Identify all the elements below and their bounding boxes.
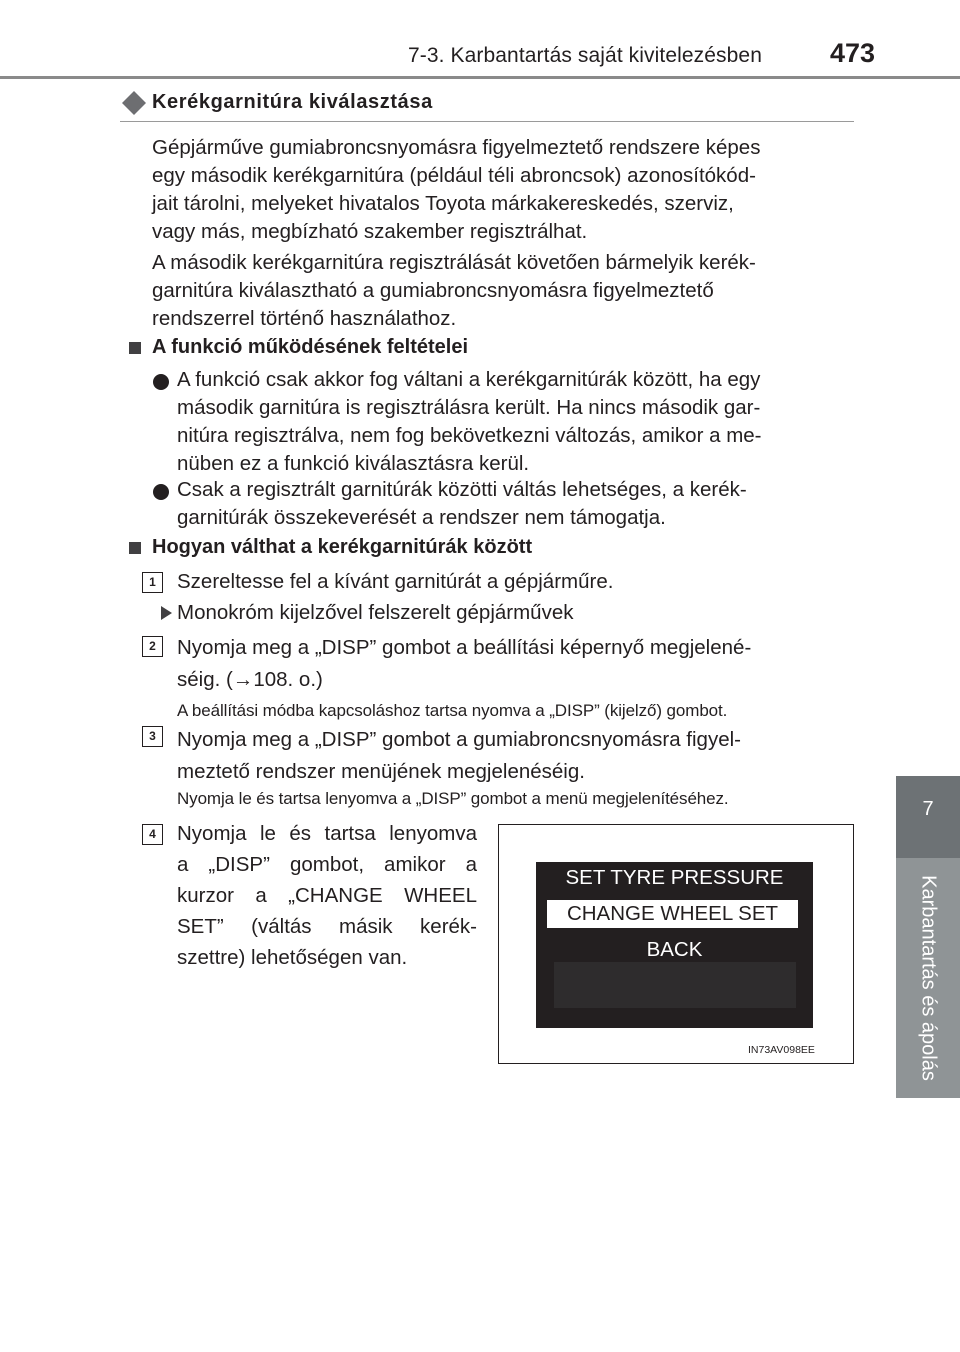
step-3-note: Nyomja le és tartsa lenyomva a „DISP” gombot a menü megjelenítéséhez. <box>177 789 729 808</box>
text-line: A második kerékgarnitúra regisztrálását követően bármelyik kerék- <box>152 251 756 274</box>
menu-empty-row <box>554 962 796 1008</box>
step-3-text <box>177 724 854 788</box>
intro-paragraph-1 <box>152 134 854 246</box>
round-bullet-icon <box>153 374 169 390</box>
text-line: meztető rendszer menüjének megjelenéséig. <box>177 760 585 783</box>
text-line: Csak a regisztrált garnitúrák közötti váltás lehetséges, a kerék- <box>177 478 747 501</box>
round-bullet-icon <box>153 484 169 500</box>
text-line: SET” (váltás másik kerék- <box>177 915 477 938</box>
section-title: Kerékgarnitúra kiválasztása <box>152 91 433 113</box>
condition-bullet-2 <box>177 476 854 532</box>
running-header-title: 7-3. Karbantartás saját kivitelezésben <box>408 44 762 67</box>
step-2-note: A beállítási módba kapcsoláshoz tartsa nyomva a „DISP” (kijelző) gombot. <box>177 701 728 720</box>
text-line: nüben ez a funkció kiválasztásra kerül. <box>177 452 530 475</box>
step-2-marker: 2 <box>142 636 163 657</box>
step-4-text <box>177 818 477 973</box>
menu-item-back: BACK <box>646 938 703 961</box>
text-line: rendszerrel történő használathoz. <box>152 307 457 330</box>
header-divider <box>0 76 960 79</box>
intro-paragraph-2 <box>152 249 854 333</box>
figure-code: IN73AV098EE <box>748 1044 815 1056</box>
text-line: vagy más, megbízható szakember regisztrálhat. <box>152 220 588 243</box>
arrow-bullet-icon <box>161 606 172 620</box>
text-line: Gépjárműve gumiabroncsnyomásra figyelmeztető rendszere képes <box>152 136 761 159</box>
diamond-icon <box>121 90 147 116</box>
text-line: a „DISP” gombot, amikor a <box>177 853 477 876</box>
page-number: 473 <box>830 38 876 68</box>
chapter-number: 7 <box>922 798 934 820</box>
step-1-marker: 1 <box>142 572 163 593</box>
step-3-marker: 3 <box>142 726 163 747</box>
text-line: nitúra regisztrálva, nem fog bekövetkezni változás, amikor a me- <box>177 424 762 447</box>
menu-item-change-wheel-set-selected: CHANGE WHEEL SET <box>547 900 798 928</box>
text-line: Nyomja meg a „DISP” gombot a gumiabroncsnyomásra figyel- <box>177 728 741 751</box>
condition-bullet-1 <box>177 366 854 478</box>
step-4-marker: 4 <box>142 824 163 845</box>
chapter-label: Karbantartás és ápolás <box>917 875 940 1081</box>
text-line: garnitúrák összekeverését a rendszer nem támogatja. <box>177 506 666 529</box>
square-bullet-icon <box>129 342 141 354</box>
text-line: második garnitúra is regisztrálásra került. Ha nincs második gar- <box>177 396 761 419</box>
step-1-text: Szereltesse fel a kívánt garnitúrát a gépjárműre. <box>177 570 614 593</box>
step-2-text <box>177 632 854 696</box>
text-line: Nyomja le és tartsa lenyomva <box>177 822 477 845</box>
section-divider <box>120 121 854 122</box>
text-line: séig. (→108. o.) <box>177 668 323 691</box>
display-screen <box>536 862 813 1028</box>
menu-item-set-tyre-pressure: SET TYRE PRESSURE <box>565 866 784 889</box>
text-line: garnitúra kiválasztható a gumiabroncsnyomásra figyelmeztető <box>152 279 714 302</box>
vehicle-type-note: Monokróm kijelzővel felszerelt gépjárművek <box>177 601 574 624</box>
text-line: szettre) lehetőségen van. <box>177 946 408 969</box>
text-line: A funkció csak akkor fog váltani a kerékgarnitúrák között, ha egy <box>177 368 761 391</box>
text-line: jait tárolni, melyeket hivatalos Toyota márkakereskedés, szerviz, <box>152 192 734 215</box>
conditions-heading: A funkció működésének feltételei <box>152 336 469 358</box>
text-line: Nyomja meg a „DISP” gombot a beállítási képernyő megjelené- <box>177 636 752 659</box>
text-line: kurzor a „CHANGE WHEEL <box>177 884 477 907</box>
howto-heading: Hogyan válthat a kerékgarnitúrák között <box>152 536 533 558</box>
text-line: egy második kerékgarnitúra (például téli abroncsok) azonosítókód- <box>152 164 756 187</box>
square-bullet-icon <box>129 542 141 554</box>
